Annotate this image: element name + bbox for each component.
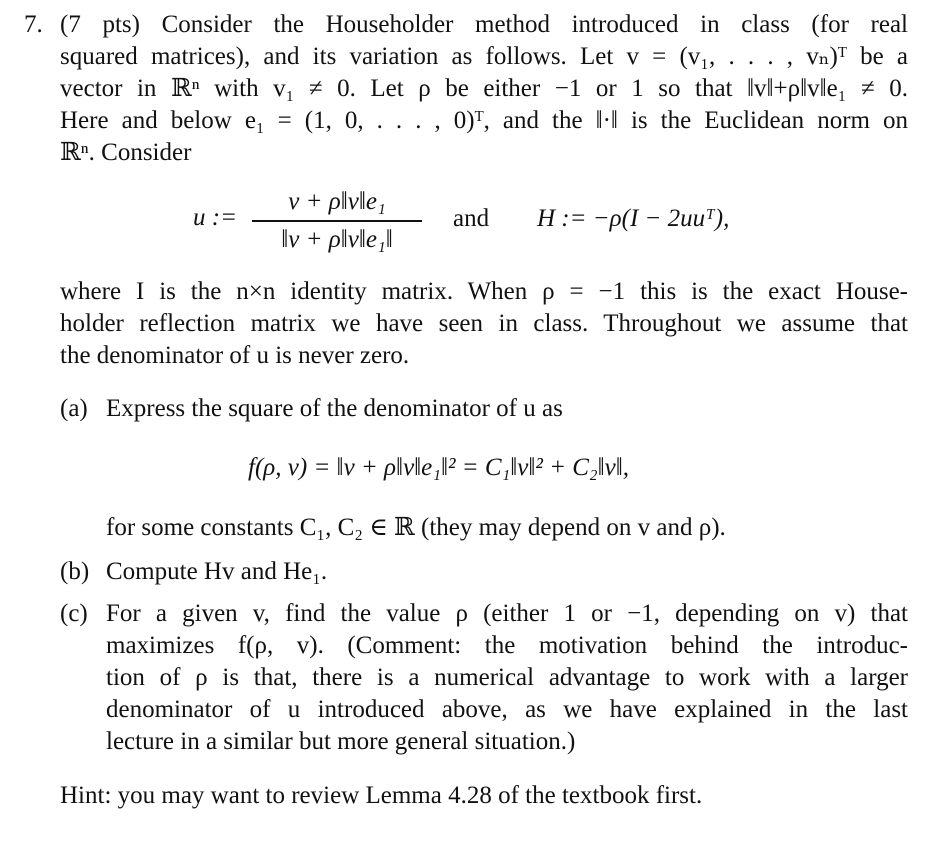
intro-line-3: vector in ℝⁿ with v₁ ≠ 0. Let ρ be either −1 or 1 so that ‖v‖+ρ‖v‖e₁ ≠ 0. (60, 75, 908, 102)
hint-text: Hint: you may want to review Lemma 4.28 of the textbook first. (60, 782, 703, 809)
part-c-line-1: For a given v, find the value ρ (either 1 or −1, depending on v) that (106, 600, 908, 627)
part-b-line-1: Compute Hv and He₁. (106, 558, 328, 585)
H-definition: H := −ρ(I − 2uuᵀ), (537, 205, 730, 232)
after-line-3: the denominator of u is never zero. (60, 342, 410, 369)
part-c-line-4: denominator of u introduced above, as we have explained in the last (106, 696, 908, 723)
fraction-bar (252, 220, 422, 222)
part-c-line-2: maximizes f(ρ, v). (Comment: the motivation behind the introduc- (106, 632, 908, 659)
intro-line-1: (7 pts) Consider the Householder method introduced in class (for real (60, 11, 908, 38)
problem-number: 7. (24, 11, 43, 38)
part-c-line-3: tion of ρ is that, there is a numerical advantage to work with a larger (106, 664, 908, 691)
intro-line-2: squared matrices), and its variation as follows. Let v = (v₁, . . . , vₙ)ᵀ be a (60, 43, 908, 70)
u-numerator: v + ρ‖v‖e₁ (288, 188, 386, 215)
u-denominator: ‖v + ρ‖v‖e₁‖ (281, 226, 393, 253)
part-a-line-2: for some constants C₁, C₂ ∈ ℝ (they may depend on v and ρ). (106, 514, 726, 541)
and-word: and (453, 205, 490, 232)
part-a-label: (a) (60, 395, 88, 422)
part-c-line-5: lecture in a similar but more general situation.) (106, 728, 576, 755)
intro-line-4: Here and below e₁ = (1, 0, . . . , 0)ᵀ, and the ‖·‖ is the Euclidean norm on (60, 107, 908, 134)
intro-line-5: ℝⁿ. Consider (60, 139, 192, 166)
part-a-line-1: Express the square of the denominator of u as (106, 395, 563, 422)
part-b-label: (b) (60, 558, 90, 585)
u-definition-fraction (252, 186, 422, 256)
after-line-1: where I is the n×n identity matrix. When ρ = −1 this is the exact House- (60, 278, 908, 305)
after-line-2: holder reflection matrix we have seen in class. Throughout we assume that (60, 310, 908, 337)
part-a-formula: f(ρ, v) = ‖v + ρ‖v‖e₁‖² = C₁‖v‖² + C₂‖v‖, (248, 454, 629, 481)
part-c-label: (c) (60, 600, 88, 627)
u-definition-lhs: u := (193, 204, 237, 231)
